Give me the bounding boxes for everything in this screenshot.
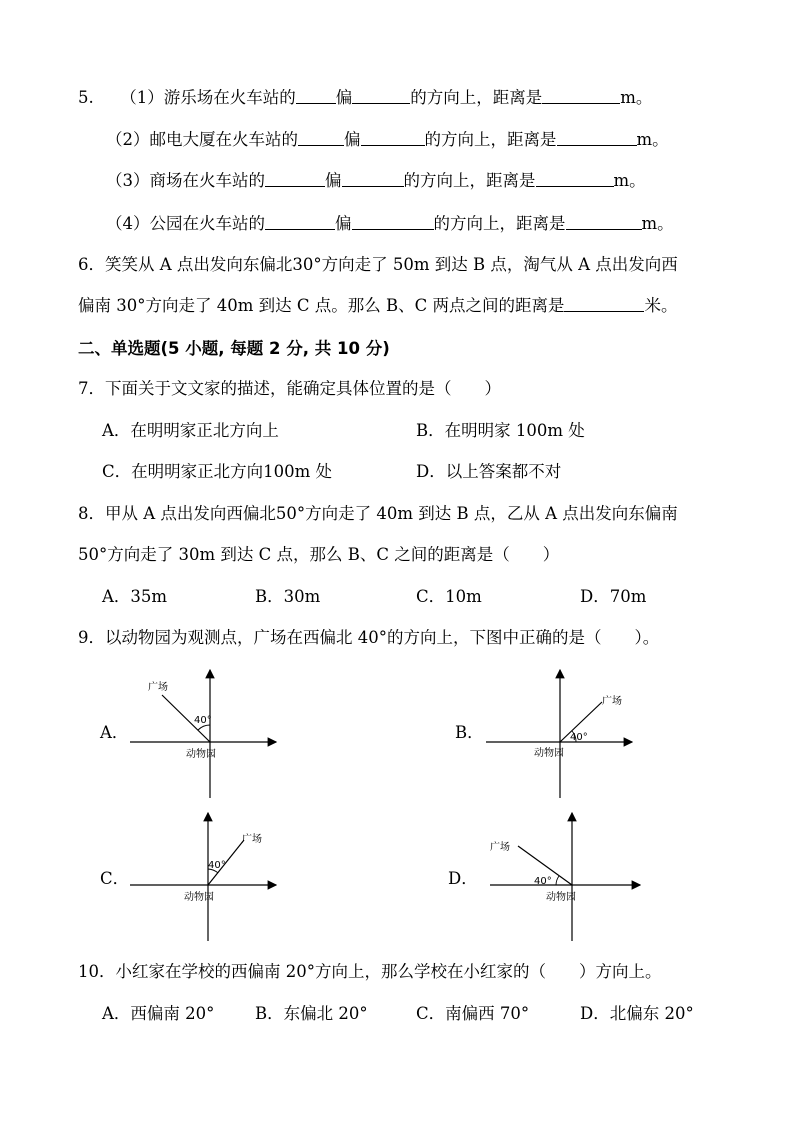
origin-label: 动物园 — [186, 749, 216, 760]
q5-part3: （3）商场在火车站的 偏 的方向上，距离是 m。 — [106, 171, 646, 190]
target-label: 广场 — [490, 842, 510, 853]
answer-blank[interactable] — [352, 213, 434, 230]
q8-option-d[interactable]: D．70m — [580, 587, 647, 606]
answer-blank[interactable] — [296, 87, 336, 104]
q8-line1: 8．甲从 A 点出发向西偏北50°方向走了 40m 到达 B 点，乙从 A 点出发向东偏南 — [78, 504, 678, 523]
q10-stem: 10．小红家在学校的西偏南 20°方向上，那么学校在小红家的（ ）方向上。 — [78, 962, 662, 981]
q9-stem: 9．以动物园为观测点，广场在西偏北 40°的方向上，下图中正确的是（ ）。 — [78, 628, 660, 647]
q9-figure-a[interactable] — [128, 665, 280, 800]
q7-option-b[interactable]: B．在明明家 100m 处 — [416, 421, 585, 440]
q9-option-b-label[interactable]: B． — [455, 723, 484, 742]
q7-option-d[interactable]: D．以上答案都不对 — [416, 462, 562, 481]
answer-blank[interactable] — [542, 87, 620, 104]
angle-label: 40° — [534, 876, 552, 887]
q6-line1: 6．笑笑从 A 点出发向东偏北30°方向走了 50m 到达 B 点，淘气从 A 点出发向西 — [78, 255, 678, 274]
q7-option-c[interactable]: C．在明明家正北方向100m 处 — [102, 462, 333, 481]
answer-blank[interactable] — [564, 295, 644, 312]
q6-line2: 偏南 30°方向走了 40m 到达 C 点。那么 B、C 两点之间的距离是 米。 — [78, 296, 678, 315]
q5-part4: （4）公园在火车站的 偏 的方向上，距离是 m。 — [106, 214, 674, 233]
q9-option-d-label[interactable]: D． — [448, 869, 478, 888]
q10-option-b[interactable]: B．东偏北 20° — [255, 1004, 368, 1023]
answer-blank[interactable] — [361, 129, 425, 146]
answer-blank[interactable] — [265, 213, 335, 230]
q7-option-a[interactable]: A．在明明家正北方向上 — [102, 421, 279, 440]
section-heading: 二、单选题(5 小题, 每题 2 分, 共 10 分) — [78, 339, 390, 358]
q5-number: 5. — [78, 88, 94, 107]
answer-blank[interactable] — [352, 87, 410, 104]
origin-label: 动物园 — [184, 892, 214, 903]
answer-blank[interactable] — [566, 213, 642, 230]
q8-option-a[interactable]: A．35m — [102, 587, 168, 606]
q8-line2: 50°方向走了 30m 到达 C 点，那么 B、C 之间的距离是（ ） — [78, 545, 560, 564]
angle-label: 40° — [194, 715, 212, 726]
q9-option-c-label[interactable]: C． — [100, 869, 130, 888]
angle-arc — [556, 876, 559, 885]
target-label: 广场 — [148, 682, 168, 693]
q10-option-d[interactable]: D．北偏东 20° — [580, 1004, 694, 1023]
q10-option-c[interactable]: C．南偏西 70° — [416, 1004, 530, 1023]
answer-blank[interactable] — [536, 170, 614, 187]
origin-label: 动物园 — [534, 748, 564, 759]
target-label: 广场 — [242, 834, 262, 845]
answer-blank[interactable] — [298, 129, 344, 146]
q8-option-c[interactable]: C．10m — [416, 587, 482, 606]
q9-figure-d[interactable] — [484, 808, 644, 943]
answer-blank[interactable] — [265, 170, 325, 187]
q8-option-b[interactable]: B．30m — [255, 587, 321, 606]
q9-option-a-label[interactable]: A． — [100, 723, 129, 742]
answer-blank[interactable] — [557, 129, 637, 146]
q5-part1: 5. （1）游乐场在火车站的 偏 的方向上，距离是 m。 — [78, 88, 653, 107]
q7-stem: 7．下面关于文文家的描述，能确定具体位置的是（ ） — [78, 379, 501, 398]
answer-blank[interactable] — [342, 170, 404, 187]
target-label: 广场 — [602, 696, 622, 707]
q9-figure-c[interactable] — [128, 808, 280, 943]
angle-label: 40° — [208, 860, 226, 871]
q5-part2: （2）邮电大厦在火车站的 偏 的方向上，距离是 m。 — [106, 130, 669, 149]
q10-option-a[interactable]: A．西偏南 20° — [102, 1004, 215, 1023]
angle-label: 40° — [570, 732, 588, 743]
q9-figure-b[interactable] — [484, 665, 636, 800]
origin-label: 动物园 — [546, 892, 576, 903]
